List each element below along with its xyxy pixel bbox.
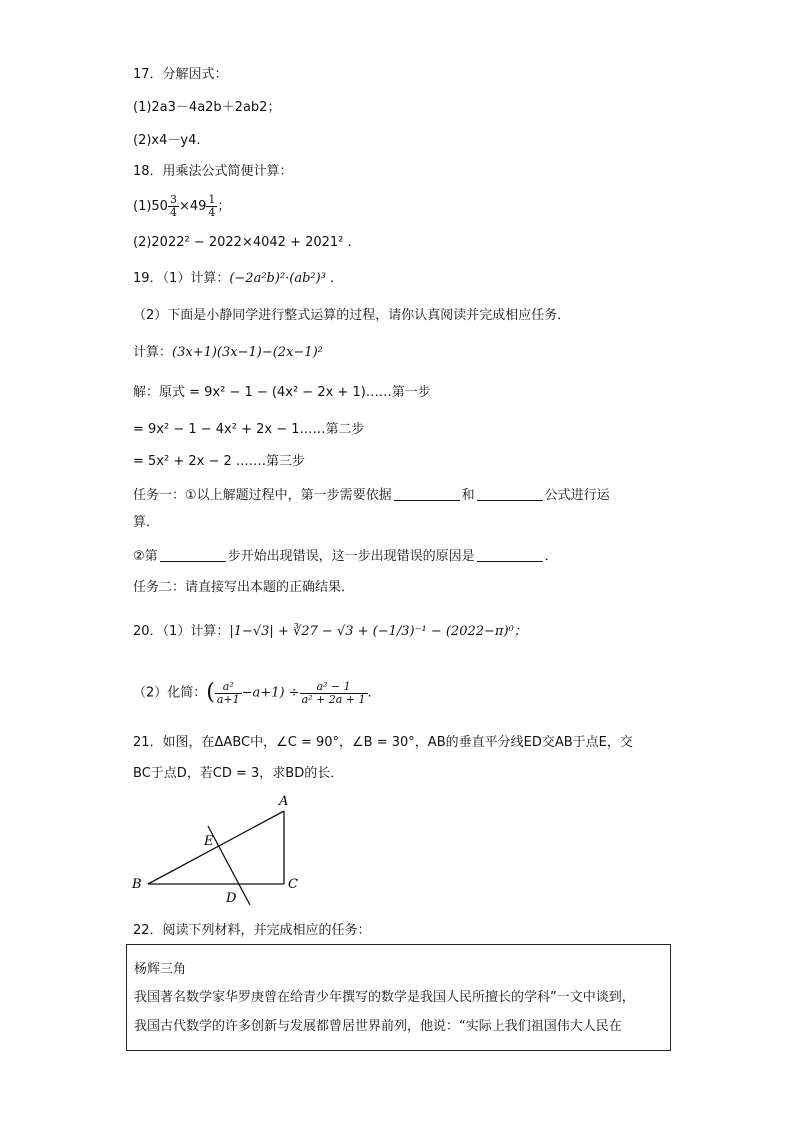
answer-blank-1[interactable] (394, 486, 460, 501)
label-e: E (204, 834, 214, 849)
box-line-2: 我国古代数学的许多创新与发展都曾居世界前列，他说：“实际上我们祖国伟大人民在 (134, 1019, 622, 1034)
q19-part1-label: 19．（1）计算： (133, 271, 230, 286)
q21-line2: BC于点D，若CD = 3，求BD的长． (133, 766, 344, 781)
label-a: A (279, 794, 289, 809)
q18-fraction-2 (206, 194, 217, 219)
q18-frac1-den: 4 (169, 206, 177, 219)
box-line-1: 我国著名数学家华罗庚曾在给青少年撰写的数学是我国人民所擅长的学科”一文中谈到， (134, 990, 635, 1005)
answer-blank-4[interactable] (477, 547, 543, 562)
q18-part1 (133, 192, 230, 222)
answer-blank-2[interactable] (477, 486, 543, 501)
q22-title: 22．阅读下列材料，并完成相应的任务： (133, 923, 371, 938)
q19-calc-expr: (3x+1)(3x−1)−(2x−1)² (172, 345, 323, 360)
q20-part1-label: 20．（1）计算： (133, 624, 230, 639)
q19-task1-cont: 算． (133, 515, 160, 530)
box-title: 杨辉三角 (134, 962, 187, 977)
q20-frac1-num: a² (215, 681, 242, 694)
q18-title: 18．用乘法公式简便计算： (133, 164, 293, 179)
q19-task1-a: 任务一：①以上解题过程中，第一步需要依据 (133, 488, 392, 503)
q19-part1-expr: (−2a²b)²·(ab²)³ . (229, 271, 335, 286)
q20-fraction-2 (300, 681, 368, 706)
q21-line1: 21．如图，在ΔABC中，∠C = 90°，∠B = 30°，AB的垂直平分线ED交AB于点E，交 (133, 735, 633, 750)
q18-times: ×49 (178, 199, 207, 214)
q17-part1: (1)2a3－4a2b＋2ab2； (133, 100, 281, 115)
q17-part2: (2)x4－y4. (133, 133, 201, 148)
q20-frac2-den: a² + 2a + 1 (301, 692, 366, 706)
q18-frac1-num: 3 (169, 193, 177, 206)
q20-end: . (367, 685, 372, 701)
q19-task2: 任务二：请直接写出本题的正确结果． (133, 580, 355, 595)
q18-frac2-den: 4 (208, 206, 216, 219)
q19-step1: 解：原式 = 9x² − 1 − (4x² − 2x + 1)……第一步 (133, 385, 431, 400)
label-c: C (288, 877, 298, 892)
q19-task1-b: 和 (461, 488, 475, 503)
q19-step3: = 5x² + 2x − 2 .……第三步 (133, 454, 306, 469)
q19-task1 (133, 486, 610, 505)
label-b: B (132, 877, 142, 892)
triangle-figure (126, 790, 306, 912)
q20-part1 (133, 623, 527, 641)
q18-part1-end: ； (217, 199, 231, 214)
q20-open-paren: ( (206, 680, 215, 705)
q19-calc-label: 计算： (133, 345, 173, 360)
q19-task1-e: ②第 (133, 549, 158, 564)
answer-blank-3[interactable] (160, 547, 226, 562)
q18-part2: (2)2022² − 2022×4042 + 2021² . (133, 235, 352, 250)
q20-part2 (133, 678, 372, 709)
q19-calc (133, 344, 323, 362)
q20-part2-label: （2）化简： (133, 685, 207, 701)
q20-frac2-num: a² − 1 (300, 681, 368, 694)
q18-fraction-1 (168, 194, 179, 219)
q19-task1-f: 步开始出现错误，这一步出现错误的原因是 (227, 549, 475, 564)
q18-part1-prefix: (1)50 (133, 199, 168, 214)
q19-step2: = 9x² − 1 − 4x² + 2x − 1……第二步 (133, 422, 365, 437)
q19-task1-c: 公式进行运 (544, 488, 610, 503)
q20-part1-expr: |1−√3| + ∛27 − √3 + (−1/3)⁻¹ − (2022−π)⁰； (229, 624, 527, 639)
q20-mid: −a+1) ÷ (241, 685, 300, 701)
q18-frac2-num: 1 (208, 193, 216, 206)
q20-fraction-1 (215, 681, 242, 706)
q19-part1 (133, 270, 334, 288)
label-d: D (226, 891, 237, 906)
q19-task1-part2 (133, 547, 558, 566)
q17-title: 17．分解因式： (133, 67, 228, 82)
q19-part2: （2）下面是小静同学进行整式运算的过程，请你认真阅读并完成相应任务． (133, 308, 571, 323)
reading-material-box (126, 944, 671, 1051)
q20-frac1-den: a+1 (216, 692, 240, 706)
segment-ab (148, 811, 284, 884)
q19-task1-g: ． (544, 549, 558, 564)
